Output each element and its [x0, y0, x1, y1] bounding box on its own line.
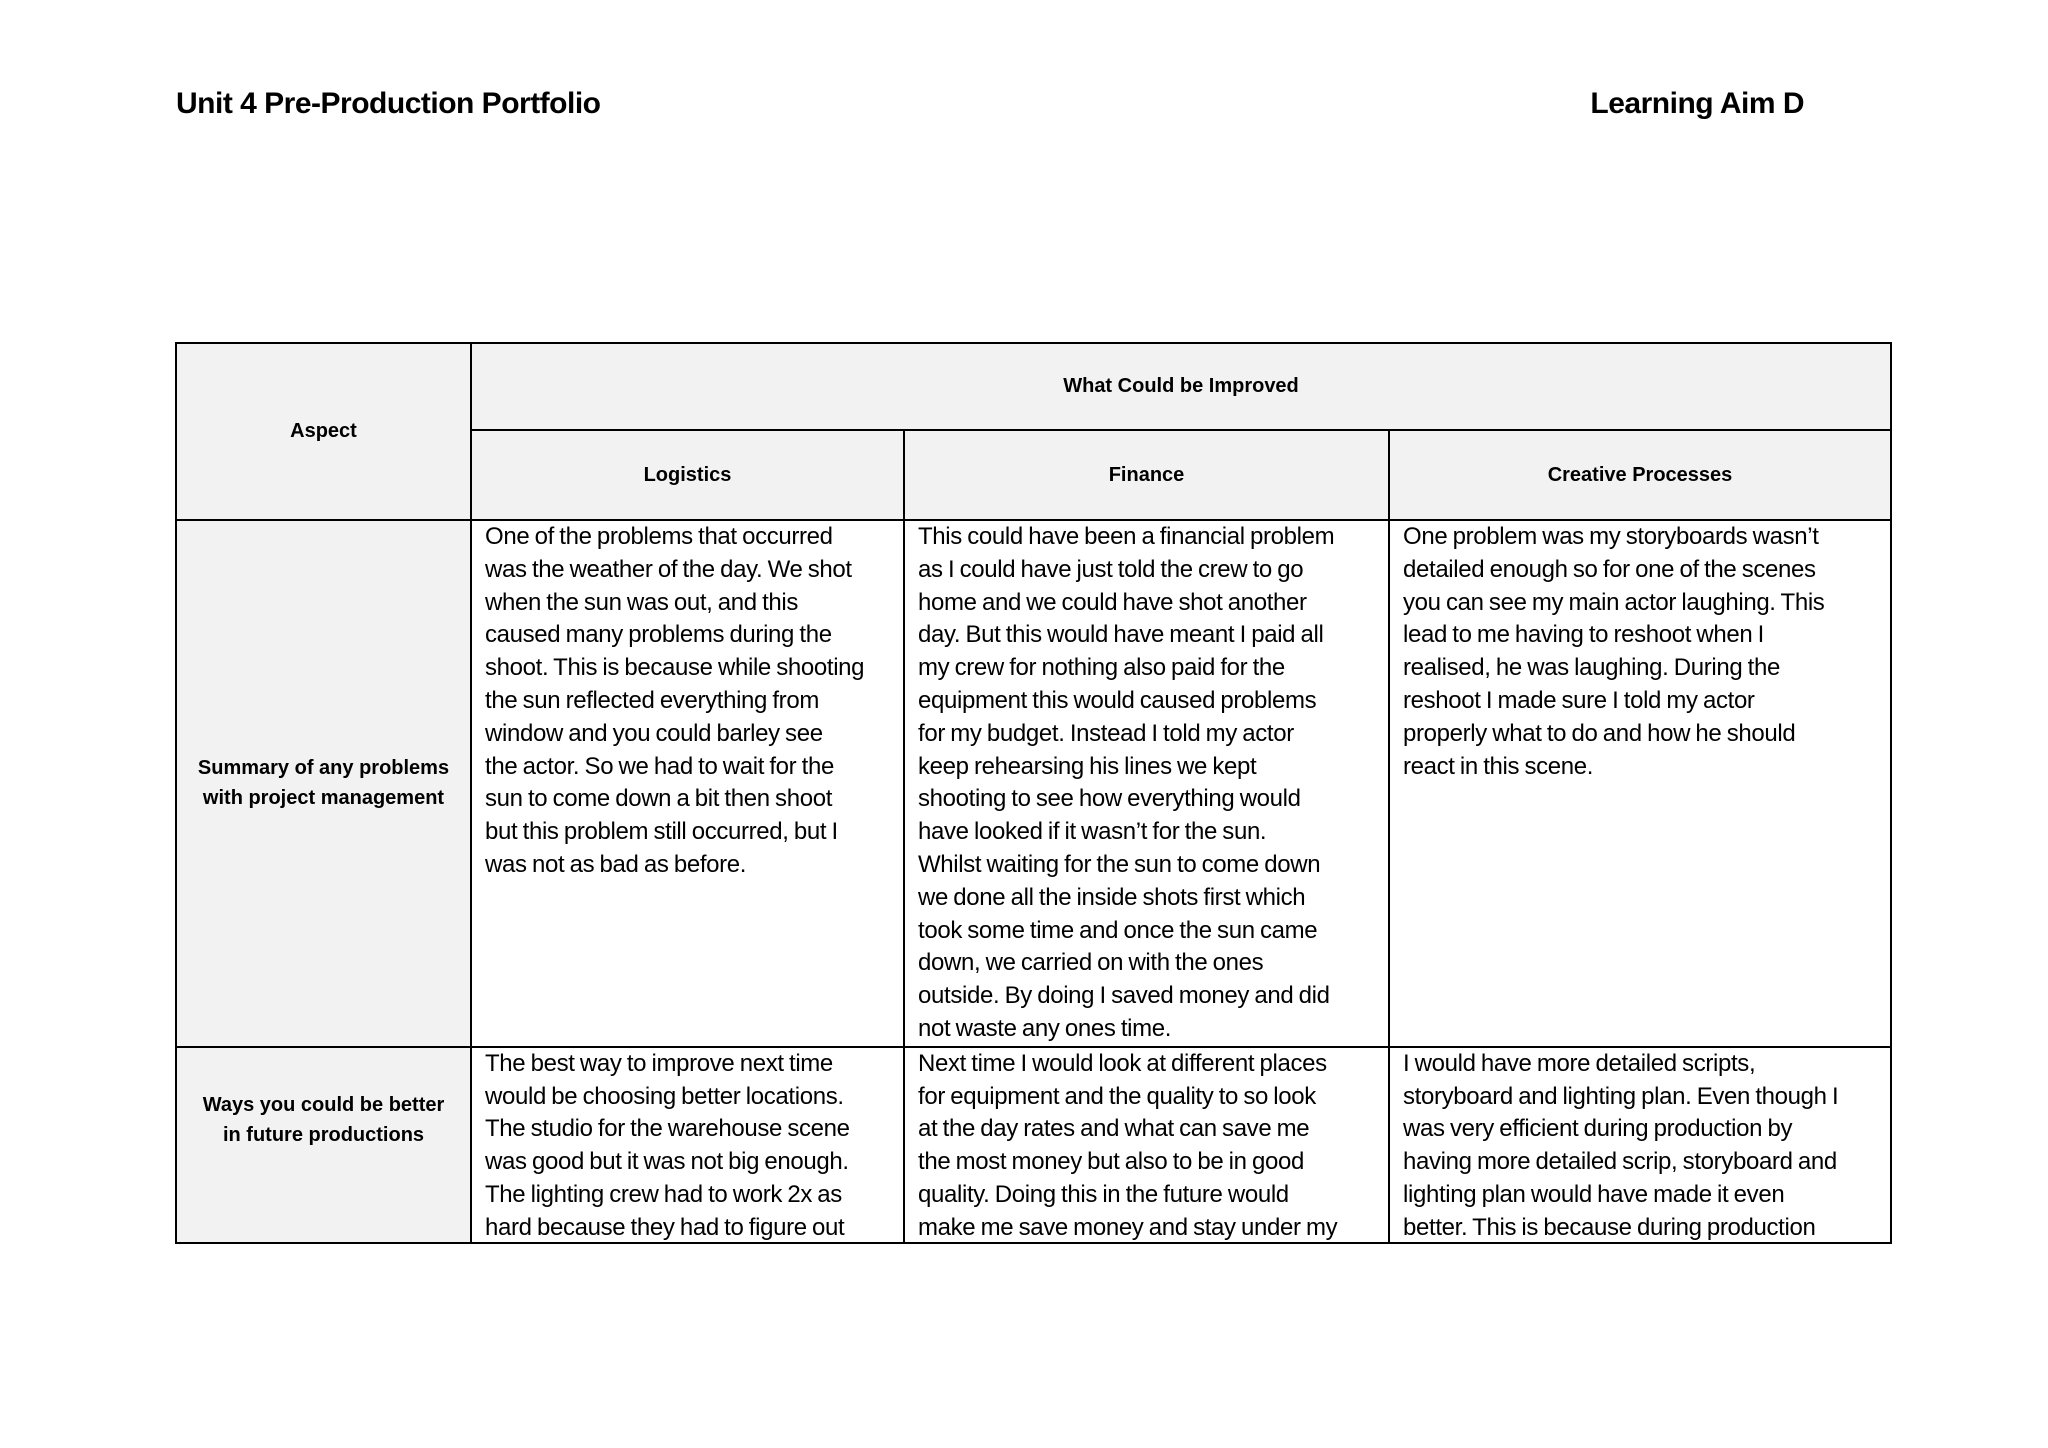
learning-aim-label: Learning Aim D: [1590, 87, 1804, 120]
logistics-cell: One of the problems that occurred was the weather of the day. We shot when the sun was out, and this caused many problems during the shoot. This is because while shooting the sun reflected everything from window and you could barley see the actor. So we had to wait for the sun to come down a bit then shoot but this problem still occurred, but I was not as bad as before.: [471, 520, 904, 1047]
table-header-row: [176, 343, 1891, 430]
logistics-text: The best way to improve next time would be choosing better locations. The studio for the warehouse scene was good but it was not big enough. The lighting crew had to work 2x as hard because they had to figure out: [485, 1049, 850, 1241]
document-title: Unit 4 Pre-Production Portfolio: [176, 87, 601, 120]
finance-cell: This could have been a financial problem as I could have just told the crew to go home and we could have shot another day. But this would have meant I paid all my crew for nothing also paid for the equipment this would caused problems for my budget. Instead I told my actor keep rehearsing his lines we kept shooting to see how everything would have looked if it wasn’t for the sun. Whilst waiting for the sun to come down we done all the inside shots first which took some time and once the sun came down, we carried on with the ones outside. By doing I saved money and did not waste any ones time.: [904, 520, 1389, 1047]
creative-processes-cell: [1389, 1047, 1891, 1243]
row-aspect-label: Ways you could be better in future productions: [176, 1047, 471, 1243]
table-row: [176, 1047, 1891, 1243]
column-header-creative-processes: Creative Processes: [1389, 430, 1891, 520]
aspect-header: Aspect: [176, 343, 471, 520]
column-header-finance: Finance: [904, 430, 1389, 520]
table-row: [176, 520, 1891, 1047]
group-header: What Could be Improved: [471, 343, 1891, 430]
row-aspect-label: Summary of any problems with project management: [176, 520, 471, 1047]
logistics-cell: [471, 1047, 904, 1243]
creative-processes-cell: One problem was my storyboards wasn’t detailed enough so for one of the scenes you can see my main actor laughing. This lead to me having to reshoot when I realised, he was laughing. During the reshoot I made sure I told my actor properly what to do and how he should react in this scene.: [1389, 520, 1891, 1047]
finance-cell: [904, 1047, 1389, 1243]
creative-processes-text: I would have more detailed scripts, storyboard and lighting plan. Even though I was very efficient during production by having more detailed scrip, storyboard and lighting plan would have made it even better. This is because during production: [1403, 1049, 1839, 1241]
column-header-logistics: Logistics: [471, 430, 904, 520]
improvement-table: [175, 342, 1892, 1244]
finance-text: Next time I would look at different places for equipment and the quality to so look at the day rates and what can save me the most money but also to be in good quality. Doing this in the future would make me save money and stay under my: [918, 1049, 1338, 1241]
